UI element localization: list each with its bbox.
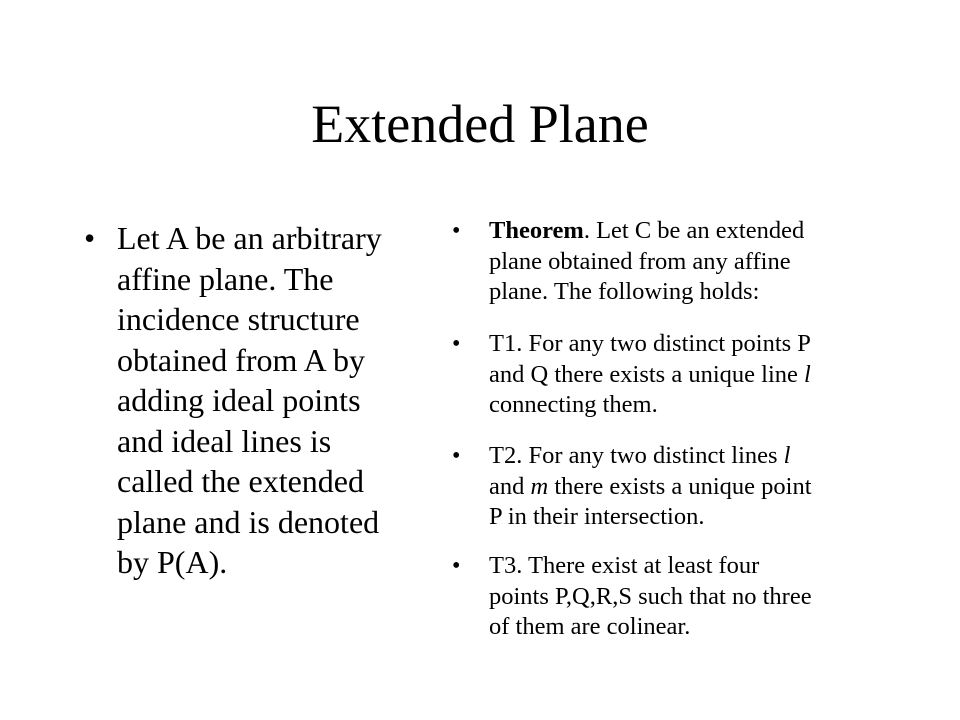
definition-text xyxy=(84,218,424,583)
bullet-marker: • xyxy=(84,220,96,256)
t1-line: connecting them. xyxy=(489,391,658,418)
t1-line xyxy=(489,360,892,391)
definition-line: and ideal lines is xyxy=(117,422,332,459)
definition-line: called the extended xyxy=(117,463,364,499)
t3-line: of them are colinear. xyxy=(489,613,691,640)
definition-line: affine plane. The xyxy=(117,260,334,297)
t3-line: points P,Q,R,S such that no three xyxy=(489,582,812,610)
t2-text xyxy=(452,441,892,533)
definition-line: by P(A). xyxy=(117,544,228,580)
t1-text xyxy=(452,329,892,421)
line-variable-l: l xyxy=(783,442,791,469)
theorem-term: Theorem xyxy=(489,217,584,244)
slide-title: Extended Plane xyxy=(311,94,649,154)
definition-line: Let A be an arbitrary xyxy=(117,220,382,256)
definition-line: adding ideal points xyxy=(117,382,361,418)
t3-bullet xyxy=(452,551,892,643)
definition-line: obtained from A by xyxy=(117,341,365,378)
definition-line: plane and is denoted xyxy=(117,503,380,540)
bullet-marker: • xyxy=(452,443,461,469)
t2-line xyxy=(489,472,892,503)
t1-line2-pre: and Q there exists a unique line xyxy=(489,360,805,388)
t3-line: T3. There exist at least four xyxy=(489,552,760,579)
t2-line: P in their intersection. xyxy=(489,503,705,530)
definition-line: incidence structure xyxy=(117,301,360,337)
t2-line2-post: there exists a unique point xyxy=(548,472,812,500)
line-variable-m: m xyxy=(530,472,549,500)
theorem-line1-rest: . Let C be an extended xyxy=(583,217,805,244)
t1-bullet xyxy=(452,329,892,421)
theorem-text xyxy=(452,216,892,308)
t2-line xyxy=(489,441,892,472)
t2-bullet xyxy=(452,441,892,533)
line-variable-l: l xyxy=(804,360,811,388)
theorem-bullet xyxy=(452,216,892,308)
theorem-line xyxy=(489,216,892,247)
bullet-marker: • xyxy=(452,218,461,244)
t3-text xyxy=(452,551,892,643)
t2-line1-pre: T2. For any two distinct lines xyxy=(489,442,784,469)
definition-bullet xyxy=(84,218,424,583)
t1-line: T1. For any two distinct points P xyxy=(489,330,811,357)
theorem-line: plane. The following holds: xyxy=(489,278,760,305)
bullet-marker: • xyxy=(452,553,461,579)
t2-line2-pre: and xyxy=(489,472,531,500)
theorem-line: plane obtained from any affine xyxy=(489,247,791,275)
bullet-marker: • xyxy=(452,331,461,357)
